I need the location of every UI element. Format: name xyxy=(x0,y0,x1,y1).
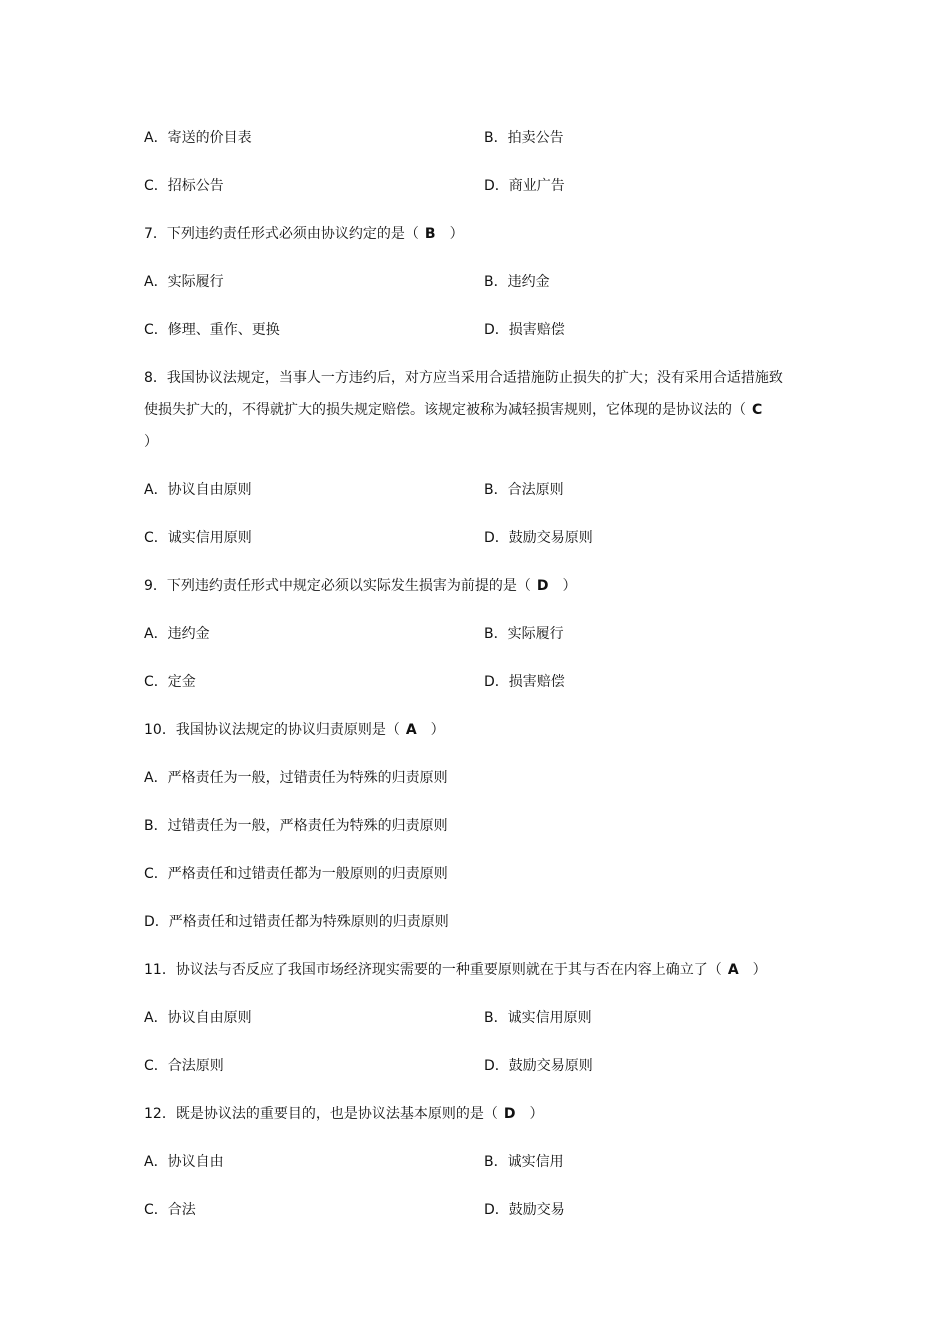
question-text: 9．下列违约责任形式中规定必须以实际发生损害为前提的是（ xyxy=(144,578,531,594)
option-a: A．违约金 xyxy=(144,626,210,642)
question-close: ） xyxy=(430,722,445,738)
question-10 xyxy=(144,721,445,739)
option-d: D．鼓励交易原则 xyxy=(484,530,593,546)
option-row xyxy=(144,625,564,643)
answer: D xyxy=(536,578,549,594)
option-row xyxy=(144,1057,593,1075)
question-close: ） xyxy=(562,578,577,594)
question-8-line-2 xyxy=(144,401,762,419)
answer: A xyxy=(405,722,417,738)
option-row xyxy=(144,673,565,691)
option-row xyxy=(144,1153,564,1171)
option-row xyxy=(144,321,565,339)
option-a: A．协议自由原则 xyxy=(144,1010,252,1026)
option-d: D．严格责任和过错责任都为特殊原则的归责原则 xyxy=(144,914,449,930)
option-b: B．诚实信用 xyxy=(484,1154,564,1170)
question-8-line-1 xyxy=(144,369,783,387)
question-text: 8．我国协议法规定，当事人一方违约后，对方应当采用合适措施防止损失的扩大；没有采用合适措施致 xyxy=(144,370,783,386)
question-text: 11．协议法与否反应了我国市场经济现实需要的一种重要原则就在于其与否在内容上确立了（ xyxy=(144,962,722,978)
option-b: B．过错责任为一般，严格责任为特殊的归责原则 xyxy=(144,818,448,834)
option-b: B．违约金 xyxy=(484,274,550,290)
option-c: C．招标公告 xyxy=(144,178,224,194)
question-12 xyxy=(144,1105,543,1123)
option-row xyxy=(144,129,564,147)
option-b: B．拍卖公告 xyxy=(484,130,564,146)
question-close: ） xyxy=(449,226,464,242)
option-a: A．寄送的价目表 xyxy=(144,130,252,146)
question-close: ） xyxy=(752,962,767,978)
question-text: 使损失扩大的，不得就扩大的损失规定赔偿。该规定被称为减轻损害规则，它体现的是协议法的（ xyxy=(144,402,746,418)
option-d: D．商业广告 xyxy=(484,178,565,194)
option-c: C．修理、重作、更换 xyxy=(144,322,280,338)
question-9 xyxy=(144,577,577,595)
option-a: A．协议自由原则 xyxy=(144,482,252,498)
option-a: A．实际履行 xyxy=(144,274,224,290)
option-b: B．诚实信用原则 xyxy=(484,1010,592,1026)
answer: C xyxy=(752,402,763,418)
question-close: ） xyxy=(144,434,158,450)
option-row xyxy=(144,177,565,195)
answer: A xyxy=(727,962,739,978)
question-close: ） xyxy=(529,1106,544,1122)
option-d: D．鼓励交易原则 xyxy=(484,1058,593,1074)
option-d: D．鼓励交易 xyxy=(484,1202,565,1218)
answer: B xyxy=(424,226,436,242)
option-row xyxy=(144,273,550,291)
option-c: C．诚实信用原则 xyxy=(144,530,252,546)
option-c: C．定金 xyxy=(144,674,196,690)
option-b: B．实际履行 xyxy=(484,626,564,642)
question-text: 10．我国协议法规定的协议归责原则是（ xyxy=(144,722,400,738)
question-7 xyxy=(144,225,464,243)
option-row xyxy=(144,1201,565,1219)
option-c: C．合法原则 xyxy=(144,1058,224,1074)
option-row xyxy=(144,481,564,499)
option-c: C．严格责任和过错责任都为一般原则的归责原则 xyxy=(144,866,448,882)
option-b: B．合法原则 xyxy=(484,482,564,498)
option-a: A．严格责任为一般，过错责任为特殊的归责原则 xyxy=(144,770,448,786)
question-text: 7．下列违约责任形式必须由协议约定的是（ xyxy=(144,226,419,242)
option-row xyxy=(144,1009,592,1027)
question-8-line-3 xyxy=(144,433,158,451)
option-a: A．协议自由 xyxy=(144,1154,224,1170)
question-text: 12．既是协议法的重要目的，也是协议法基本原则的是（ xyxy=(144,1106,498,1122)
answer: D xyxy=(503,1106,516,1122)
option-row xyxy=(144,529,593,547)
question-11 xyxy=(144,961,767,979)
option-d: D．损害赔偿 xyxy=(484,322,565,338)
option-d: D．损害赔偿 xyxy=(484,674,565,690)
option-c: C．合法 xyxy=(144,1202,196,1218)
